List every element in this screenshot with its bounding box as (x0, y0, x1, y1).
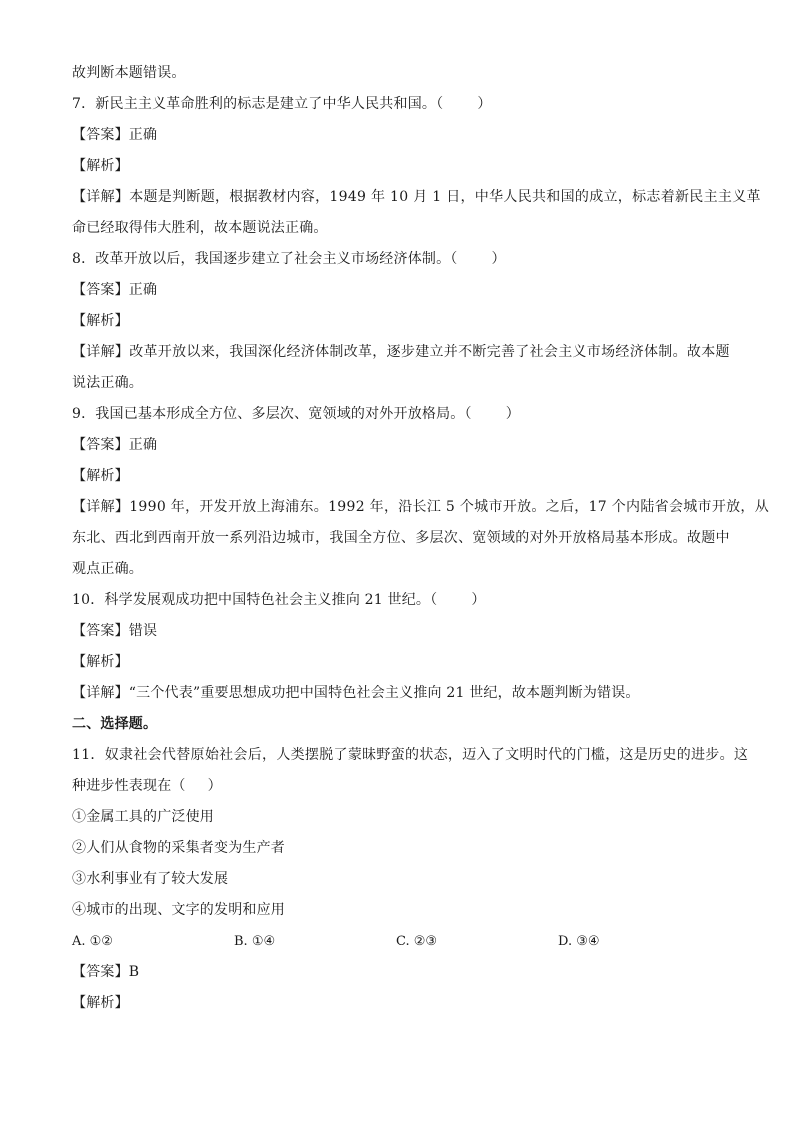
q8-stem-text: 8．改革开放以后，我国逐步建立了社会主义市场经济体制。（ (72, 251, 458, 267)
document-page (72, 58, 770, 1019)
q8-stem (72, 244, 724, 275)
q6-explanation-tail: 故判断本题错误。 (72, 65, 186, 81)
q11-options (72, 926, 724, 957)
q7-stem-text: 7．新民主主义革命胜利的标志是建立了中华人民共和国。（ (72, 96, 444, 112)
q9-answer: 【答案】正确 (72, 437, 158, 453)
q11-close-paren: ） (207, 778, 222, 794)
q7-analysis-label: 【解析】 (72, 158, 129, 174)
q8-analysis-label: 【解析】 (72, 313, 129, 329)
q11-item-1: ①金属工具的广泛使用 (72, 809, 214, 825)
q10-analysis-label: 【解析】 (72, 654, 129, 670)
q11-answer: 【答案】B (72, 964, 140, 980)
q10-stem-text: 10．科学发展观成功把中国特色社会主义推向 21 世纪。（ (72, 592, 438, 608)
q11-stem-line-2 (72, 771, 724, 802)
q7-answer: 【答案】正确 (72, 127, 158, 143)
q11-option-a: A. ①② (72, 934, 113, 949)
q9-detail-line-1: 【详解】1990 年，开发开放上海浦东。1992 年，沿长江 5 个城市开放。之后，17 个内陆省会城市开放，从 (72, 499, 770, 515)
q7-stem (72, 89, 724, 120)
q11-analysis-label: 【解析】 (72, 995, 129, 1011)
q9-stem-text: 9．我国已基本形成全方位、多层次、宽领域的对外开放格局。（ (72, 406, 472, 422)
q10-close-paren: ） (471, 592, 486, 608)
q9-analysis-label: 【解析】 (72, 468, 129, 484)
q11-stem-text: 种进步性表现在（ (72, 778, 186, 794)
q7-close-paren: ） (477, 96, 492, 112)
q11-item-3: ③水利事业有了较大发展 (72, 871, 229, 887)
q9-detail-line-3: 观点正确。 (72, 561, 143, 577)
q8-detail-line-1: 【详解】改革开放以来，我国深化经济体制改革，逐步建立并不断完善了社会主义市场经济体制。故本题 (72, 344, 730, 360)
q11-stem-line-1: 11．奴隶社会代替原始社会后，人类摆脱了蒙昧野蛮的状态，迈入了文明时代的门槛，这是历史的进步。这 (72, 747, 749, 763)
section-2-heading: 二、选择题。 (72, 716, 158, 732)
q11-option-d: D. ③④ (558, 934, 600, 949)
q8-close-paren: ） (491, 251, 506, 267)
q7-detail-line-1: 【详解】本题是判断题，根据教材内容，1949 年 10 月 1 日，中华人民共和国的成立，标志着新民主主义革 (72, 189, 761, 205)
q11-item-4: ④城市的出现、文字的发明和应用 (72, 902, 285, 918)
q11-option-c: C. ②③ (396, 934, 438, 949)
q10-stem (72, 585, 724, 616)
q10-detail-line-1: 【详解】“三个代表”重要思想成功把中国特色社会主义推向 21 世纪，故本题判断为错误。 (72, 685, 640, 701)
q10-answer: 【答案】错误 (72, 623, 158, 639)
q9-close-paren: ） (505, 406, 520, 422)
q7-detail-line-2: 命已经取得伟大胜利，故本题说法正确。 (72, 220, 328, 236)
q8-detail-line-2: 说法正确。 (72, 375, 143, 391)
q9-stem (72, 399, 724, 430)
q9-detail-line-2: 东北、西北到西南开放一系列沿边城市，我国全方位、多层次、宽领域的对外开放格局基本形成。故题中 (72, 530, 730, 546)
q11-option-b: B. ①④ (234, 934, 276, 949)
q8-answer: 【答案】正确 (72, 282, 158, 298)
q11-item-2: ②人们从食物的采集者变为生产者 (72, 840, 285, 856)
